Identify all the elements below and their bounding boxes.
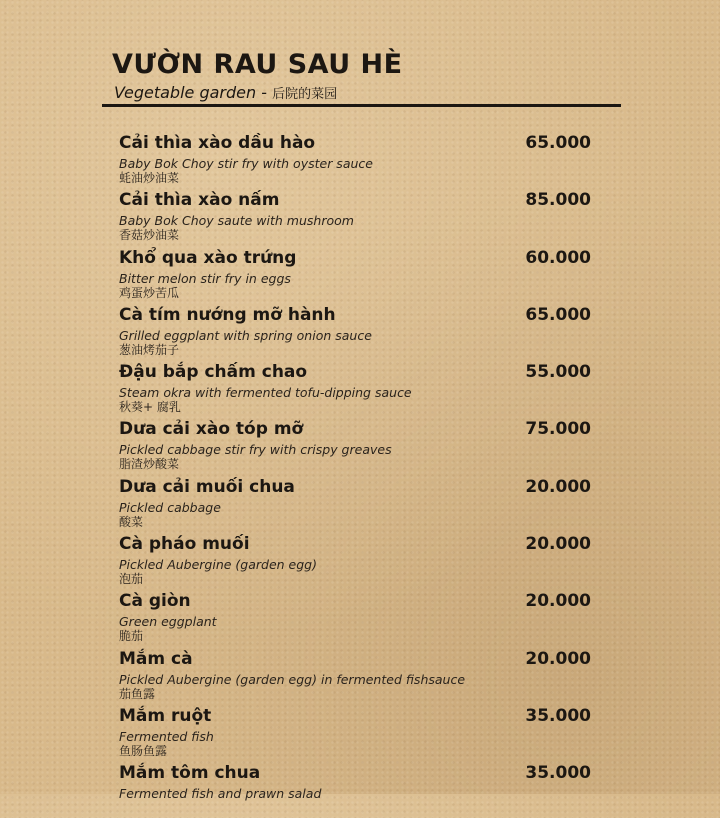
menu-item-name: Cà tím nướng mỡ hành xyxy=(119,304,336,325)
menu-item-chinese: 蚝油炒油菜 xyxy=(119,171,180,185)
menu-item-name: Cà pháo muối xyxy=(119,534,250,555)
menu-item-english: Pickled Aubergine (garden egg) in fermented fishsauce xyxy=(119,671,466,687)
menu-item xyxy=(119,302,593,359)
menu-item-english: Steam okra with fermented tofu-dipping sauce xyxy=(119,385,412,401)
menu-item-english: Fermented fish xyxy=(119,728,214,744)
menu-item-chinese: 香菇炒油菜 xyxy=(119,228,180,243)
menu-item-english: Baby Bok Choy saute with mushroom xyxy=(119,213,354,229)
section-title: VƯỜN RAU SAU HÈ xyxy=(112,49,403,80)
menu-item-chinese: 鱼肠鱼露 xyxy=(119,743,168,758)
menu-list xyxy=(119,130,593,818)
menu-item-price: 85.000 xyxy=(525,190,591,211)
menu-item-price: 35.000 xyxy=(525,705,591,726)
menu-item xyxy=(119,588,593,645)
section-subtitle-zh: 后院的菜园 xyxy=(272,87,338,102)
menu-item-english: Pickled cabbage stir fry with crispy greaves xyxy=(119,442,392,458)
menu-item-name: Mắm ruột xyxy=(119,705,212,726)
header-divider xyxy=(102,104,621,107)
section-subtitle-separator: - xyxy=(256,83,273,102)
menu-item xyxy=(119,130,593,187)
menu-item-price: 35.000 xyxy=(525,763,591,784)
menu-item-price: 65.000 xyxy=(525,133,591,153)
menu-item xyxy=(119,187,593,244)
menu-item-price: 20.000 xyxy=(525,534,591,555)
menu-item xyxy=(119,703,593,760)
menu-item-name: Mắm tôm chua xyxy=(119,763,261,784)
menu-item-name: Cải thìa xào dầu hào xyxy=(119,133,316,153)
menu-item-price: 55.000 xyxy=(525,362,591,383)
menu-item-english: Pickled Aubergine (garden egg) xyxy=(119,557,317,573)
menu-item-english: Green eggplant xyxy=(119,614,217,630)
menu-item-chinese: 葱油烤茄子 xyxy=(119,342,180,357)
menu-item-chinese: 泡茄 xyxy=(119,572,144,587)
menu-item-name: Khổ qua xào trứng xyxy=(119,247,297,268)
menu-item xyxy=(119,474,593,531)
menu-item-chinese: 脂渣炒酸菜 xyxy=(119,457,180,472)
menu-item-chinese: 酸菜 xyxy=(119,514,144,529)
menu-item-price: 20.000 xyxy=(525,476,591,497)
menu-item xyxy=(119,646,593,703)
menu-item-price: 75.000 xyxy=(525,419,591,440)
menu-item-english: Fermented fish and prawn salad xyxy=(119,786,322,802)
menu-item-chinese: 茄鱼露 xyxy=(119,686,156,701)
section-subtitle xyxy=(114,82,622,106)
menu-item xyxy=(119,416,593,473)
menu-item-english: Bitter melon stir fry in eggs xyxy=(119,270,291,286)
menu-item xyxy=(119,359,593,416)
menu-item-english: Pickled cabbage xyxy=(119,499,221,515)
menu-item-english: Grilled eggplant with spring onion sauce xyxy=(119,327,372,343)
menu-item-name: Cải thìa xào nấm xyxy=(119,190,280,211)
menu-item-name: Dưa cải xào tóp mỡ xyxy=(119,419,304,440)
menu-item-chinese: 脆茄 xyxy=(119,629,144,644)
section-subtitle-en: Vegetable garden xyxy=(114,83,257,102)
menu-item xyxy=(119,531,593,588)
menu-item-name: Dưa cải muối chua xyxy=(119,476,295,497)
menu-item-chinese: 秋葵+ 腐乳 xyxy=(119,400,181,415)
menu-item-chinese: 鸡蛋炒苦瓜 xyxy=(119,285,180,300)
menu-item-price: 60.000 xyxy=(525,247,591,268)
section-header xyxy=(112,48,622,106)
menu-item-english: Baby Bok Choy stir fry with oyster sauce xyxy=(119,156,373,171)
menu-item-price: 20.000 xyxy=(525,591,591,612)
menu-item-name: Cà giòn xyxy=(119,591,191,612)
menu-item xyxy=(119,245,593,302)
menu-item-price: 20.000 xyxy=(525,648,591,669)
menu-item-name: Mắm cà xyxy=(119,648,193,669)
menu-item-price: 65.000 xyxy=(525,304,591,325)
menu-item xyxy=(119,760,593,817)
menu-item-name: Đậu bắp chấm chao xyxy=(119,362,308,383)
